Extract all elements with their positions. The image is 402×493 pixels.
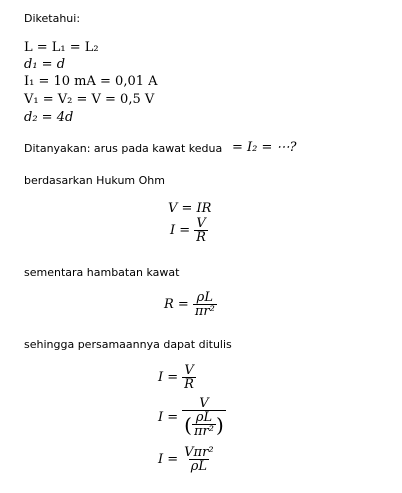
known-line-5: d₂ = 4d bbox=[24, 110, 74, 125]
known-heading: Diketahui: bbox=[24, 12, 81, 25]
derivation-eq1-den: R bbox=[184, 377, 194, 392]
resistance-eq bbox=[164, 291, 217, 318]
derivation-eq2 bbox=[158, 397, 226, 438]
derivation-eq2-lhs: I = bbox=[158, 410, 179, 425]
resistance-lhs: R = bbox=[164, 297, 189, 312]
derivation-eq3-lhs: I = bbox=[158, 452, 179, 467]
ohm-eq1: V = IR bbox=[168, 201, 212, 216]
resistance-frac bbox=[193, 291, 217, 318]
derivation-eq1 bbox=[158, 364, 196, 391]
known-line-3: I₁ = 10 mA = 0,01 A bbox=[24, 74, 158, 89]
ohm-label: berdasarkan Hukum Ohm bbox=[24, 174, 165, 187]
derivation-eq3-num: Vπr² bbox=[184, 445, 214, 460]
derivation-eq1-num: V bbox=[184, 363, 194, 378]
derivation-eq3-frac bbox=[182, 446, 215, 473]
known-line-1: L = L₁ = L₂ bbox=[24, 40, 99, 55]
question-label: Ditanyakan: arus pada kawat kedua bbox=[24, 142, 223, 155]
derivation-eq2-inner-den: πr² bbox=[193, 424, 214, 439]
derivation-eq2-den-group bbox=[182, 410, 226, 438]
derivation-eq3 bbox=[158, 446, 216, 473]
derivation-eq2-inner-num: ρL bbox=[195, 410, 213, 425]
paren-right: ) bbox=[215, 412, 224, 437]
derivation-label: sehingga persamaannya dapat ditulis bbox=[24, 338, 232, 351]
ohm-eq2-frac bbox=[194, 217, 208, 244]
question-expr: = I₂ = ⋯? bbox=[232, 140, 297, 155]
known-line-2: d₁ = d bbox=[24, 57, 66, 72]
paren-left: ( bbox=[184, 412, 192, 437]
ohm-eq2-lhs: I = bbox=[170, 223, 191, 238]
derivation-eq1-lhs: I = bbox=[158, 370, 179, 385]
resistance-num: ρL bbox=[196, 290, 213, 305]
resistance-label: sementara hambatan kawat bbox=[24, 266, 180, 279]
ohm-eq2 bbox=[170, 217, 208, 244]
derivation-eq2-num: V bbox=[199, 396, 209, 411]
derivation-eq1-frac bbox=[182, 364, 196, 391]
derivation-eq2-frac bbox=[182, 397, 226, 438]
derivation-eq3-den: ρL bbox=[190, 459, 207, 474]
resistance-den: πr² bbox=[194, 304, 215, 319]
derivation-eq2-inner-frac bbox=[192, 411, 216, 438]
ohm-eq2-den: R bbox=[196, 230, 206, 245]
known-line-4: V₁ = V₂ = V = 0,5 V bbox=[24, 92, 155, 107]
ohm-eq2-num: V bbox=[196, 216, 206, 231]
